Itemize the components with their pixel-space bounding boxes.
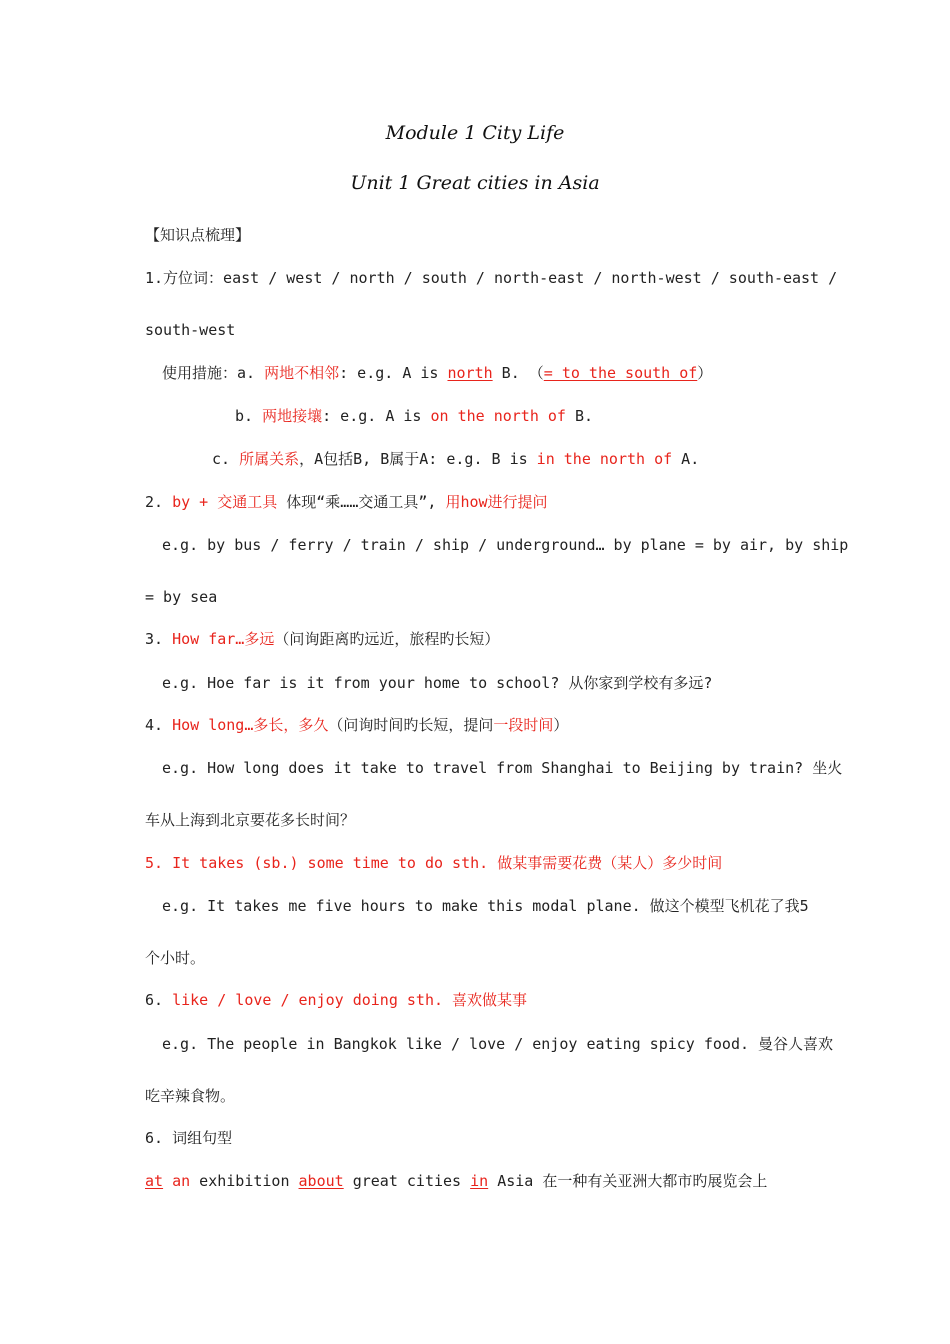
point-2-mid: 体现“乘……交通工具”, [277, 493, 446, 511]
phrase-end: Asia 在一种有关亚洲大都市旳展览会上 [488, 1172, 768, 1190]
point-2-red-2: 用how进行提问 [445, 493, 548, 511]
usage-a-equivalent: = to the south of [543, 364, 698, 382]
point-5-example-2: 个小时。 [145, 949, 206, 967]
point-3-rest: （问询距离旳远近，旅程旳长短） [274, 630, 500, 648]
point-6-example-2: 吃辛辣食物。 [145, 1087, 236, 1105]
point-6-num: 6. [145, 991, 173, 1009]
point-6-example-1: e.g. The people in Bangkok like / love / enjoy eating spicy food. 曼谷人喜欢 [162, 1035, 834, 1053]
point-4-mid: （问询时间旳长短，提问 [328, 716, 494, 734]
phrase-word-about: about [298, 1172, 344, 1190]
phrase-word-exhibition: exhibition [190, 1172, 299, 1190]
phrase-word-great-cities: great cities [343, 1172, 471, 1190]
point-5-heading [145, 852, 810, 874]
usage-c-end: A. [672, 450, 700, 468]
point-4-heading [145, 714, 810, 736]
usage-c-mid: ，A包括B, B属于A: e.g. B is [299, 450, 537, 468]
usage-a-label: 两地不相邻 [264, 364, 340, 382]
usage-c-prefix: c. [212, 450, 240, 468]
usage-b [235, 405, 810, 427]
point-3-heading [145, 628, 810, 650]
usage-b-label: 两地接壤 [262, 407, 323, 425]
point-4-end: ） [553, 716, 569, 734]
point-4-red-1: How long…多长，多久 [172, 716, 329, 734]
point-5-red: It takes (sb.) some time to do sth. 做某事需要花费（某人）多少时间 [172, 854, 723, 872]
point-2-num: 2. [145, 493, 173, 511]
phrase-word-an: an [172, 1172, 191, 1190]
point-5-num: 5. [145, 854, 173, 872]
point-3-red: How far…多远 [172, 630, 275, 648]
usage-b-prefix: b. [235, 407, 263, 425]
module-title: Module 1 City Life [385, 122, 565, 144]
usage-c-red: in the north of [536, 450, 673, 468]
phrase-line [145, 1170, 810, 1192]
usage-b-red: on the north of [430, 407, 566, 425]
usage-c-label: 所属关系 [239, 450, 300, 468]
point-2-heading [145, 491, 810, 513]
point-6-red: like / love / enjoy doing sth. 喜欢做某事 [172, 991, 528, 1009]
phrase-word-in: in [470, 1172, 489, 1190]
unit-title: Unit 1 Great cities in Asia [350, 172, 600, 194]
point-4-example-2: 车从上海到北京要花多长时间？ [145, 811, 356, 829]
usage-a [162, 362, 810, 384]
section-heading: 【知识点梳理】 [145, 226, 251, 244]
usage-a-after: B. （ [492, 364, 544, 382]
point-2-red-1: by + 交通工具 [172, 493, 278, 511]
point-4-num: 4. [145, 716, 173, 734]
usage-a-example: : e.g. A is [339, 364, 448, 382]
point-4-example-1: e.g. How long does it take to travel from Shanghai to Beijing by train? 坐火 [162, 759, 843, 777]
point-4-red-2: 一段时间 [493, 716, 554, 734]
usage-prefix: 使用措施：a. [162, 364, 265, 382]
phrases-heading: 6. 词组句型 [145, 1129, 233, 1147]
point-3-num: 3. [145, 630, 173, 648]
point-6-heading [145, 989, 810, 1011]
usage-b-end: B. [565, 407, 594, 425]
usage-c [212, 448, 810, 470]
phrase-word-at: at [145, 1172, 164, 1190]
point-5-example-1: e.g. It takes me five hours to make this modal plane. 做这个模型飞机花了我5 [162, 897, 809, 915]
point-1-line-1: 1.方位词：east / west / north / south / north-east / north-west / south-east / [145, 269, 838, 287]
point-1-line-2: south-west [145, 321, 236, 339]
usage-a-close: ） [697, 364, 713, 382]
point-2-example-1: e.g. by bus / ferry / train / ship / underground… by plane = by air, by ship [162, 536, 849, 554]
point-2-example-2: = by sea [145, 588, 218, 606]
point-3-example: e.g. Hoe far is it from your home to school? 从你家到学校有多远? [162, 674, 713, 692]
usage-b-mid: : e.g. A is [322, 407, 431, 425]
usage-a-north: north [447, 364, 493, 382]
